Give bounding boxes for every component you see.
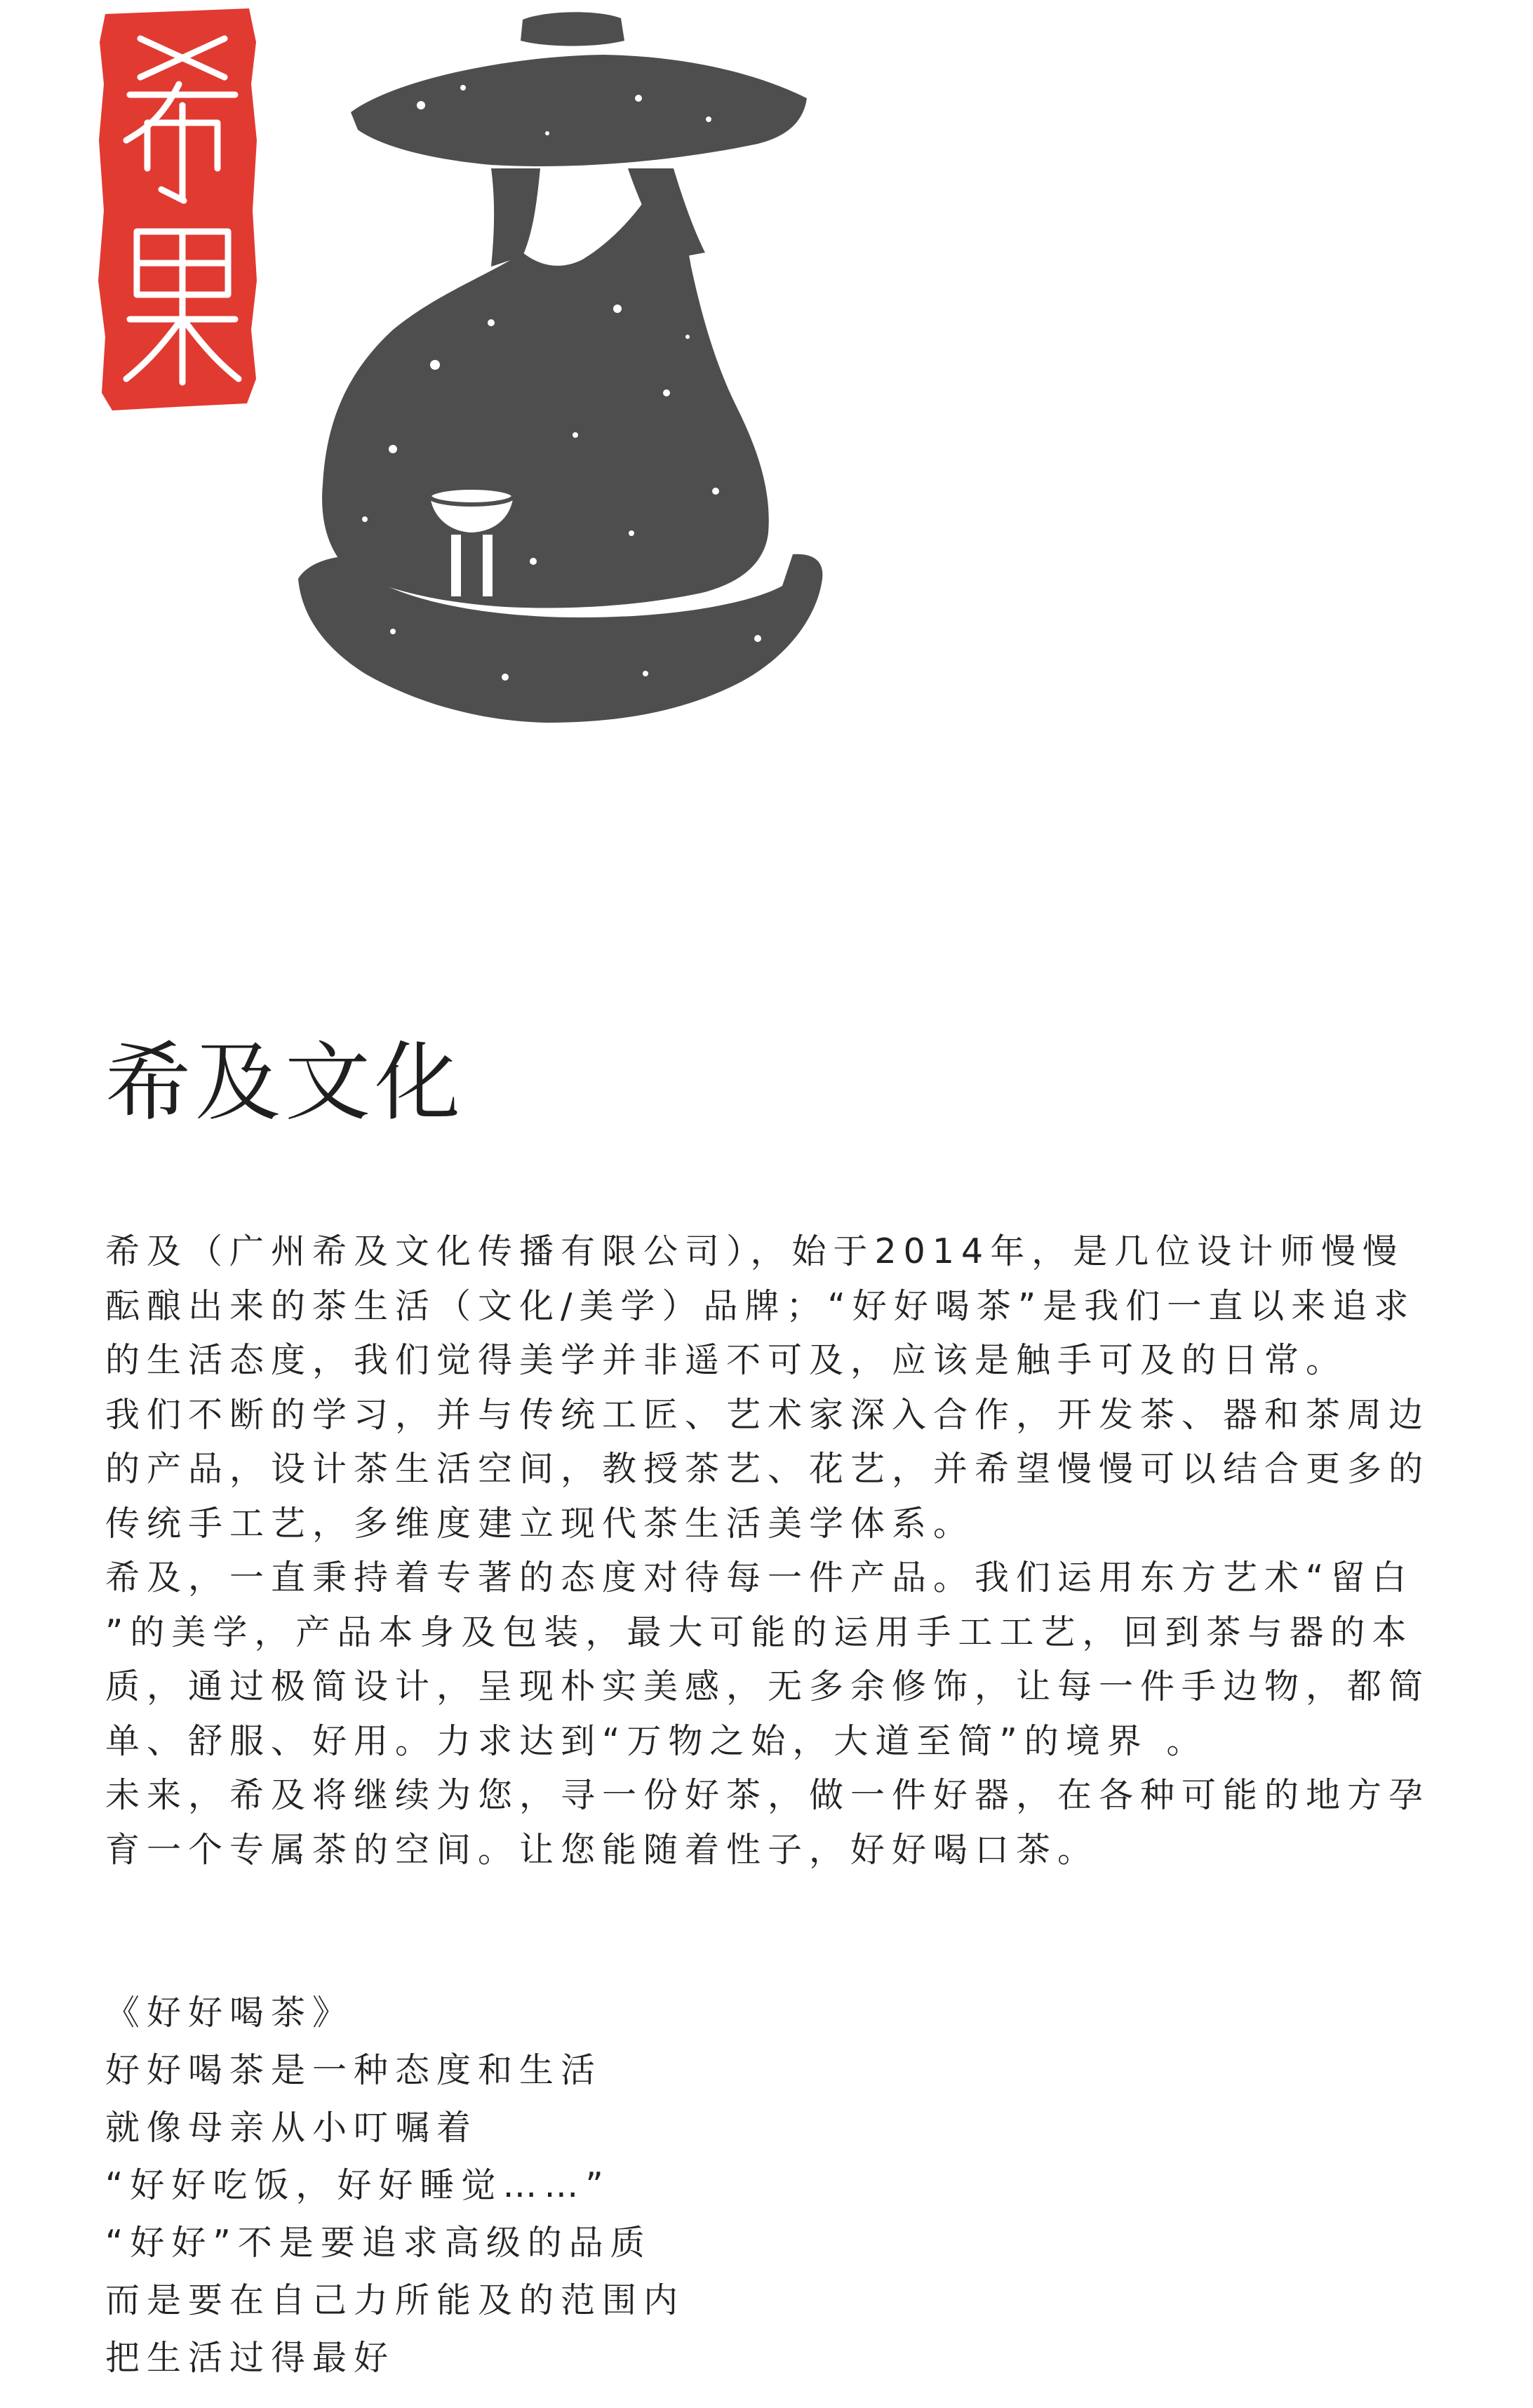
- intro-line: ”的美学，产品本身及包装，最大可能的运用手工工艺，回到茶与器的本: [105, 1612, 1414, 1652]
- intro-line: 的产品，设计茶生活空间，教授茶艺、花艺，并希望慢慢可以结合更多的: [105, 1449, 1431, 1489]
- poem-title: 《好好喝茶》: [105, 1993, 354, 2033]
- robe: [322, 172, 769, 608]
- poem-line: 把生活过得最好: [105, 2338, 396, 2378]
- intro-line: 酝酿出来的茶生活（文化/美学）品牌；“好好喝茶”是我们一直以来追求: [105, 1285, 1416, 1326]
- intro-line: 单、舒服、好用。力求达到“万物之始，大道至简”的境界 。: [105, 1720, 1208, 1761]
- intro-line: 我们不断的学习，并与传统工匠、艺术家深入合作，开发茶、器和茶周边: [105, 1394, 1431, 1435]
- intro-line: 传统手工艺，多维度建立现代茶生活美学体系。: [105, 1503, 975, 1544]
- poem: [105, 1984, 1087, 2387]
- veil: [491, 168, 540, 267]
- intro-line: 希及，一直秉持着专著的态度对待每一件产品。我们运用东方艺术“留白: [105, 1558, 1414, 1598]
- logo-artwork: [0, 0, 912, 758]
- intro-line: 未来，希及将继续为您，寻一份好茶，做一件好器，在各种可能的地方孕: [105, 1775, 1431, 1815]
- intro-line: 质，通过极简设计，呈现朴实美感，无多余修饰，让每一件手边物，都简: [105, 1666, 1431, 1706]
- hat-knob: [521, 12, 624, 46]
- hat-brim: [351, 55, 807, 166]
- poem-line: 就像母亲从小叮嘱着: [105, 2108, 478, 2148]
- poem-line: “好好”不是要追求高级的品质: [105, 2223, 652, 2263]
- seal-stamp: [98, 8, 257, 410]
- poem-line: 好好喝茶是一种态度和生活: [105, 2050, 603, 2090]
- page-title: 希及文化: [105, 1033, 464, 1132]
- intro-line: 希及（广州希及文化传播有限公司），始于2014年，是几位设计师慢慢: [105, 1231, 1405, 1271]
- intro-line: 育一个专属茶的空间。让您能随着性子，好好喝口茶。: [105, 1829, 1099, 1870]
- poem-line: 而是要在自己力所能及的范围内: [105, 2280, 685, 2320]
- seal-background: [98, 8, 257, 410]
- poem-line: “好好吃饭，好好睡觉……”: [105, 2165, 610, 2205]
- intro-line: 的生活态度，我们觉得美学并非遥不可及，应该是触手可及的日常。: [105, 1340, 1348, 1380]
- intro-text: [105, 1224, 1515, 1877]
- ink-figure: [298, 12, 822, 723]
